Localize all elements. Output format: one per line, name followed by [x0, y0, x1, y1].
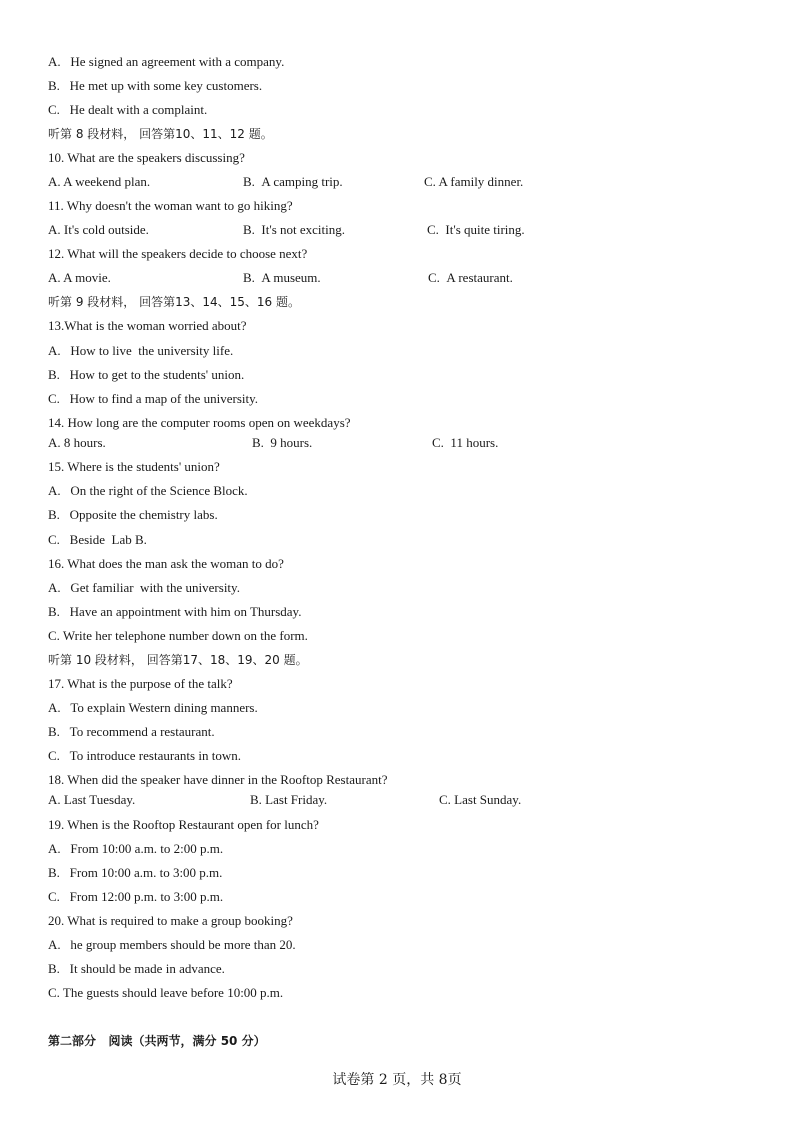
part-two-heading: 第二部分 阅读（共两节，满分 50 分） — [48, 1034, 266, 1048]
q15-option-a: A. On the right of the Science Block. — [48, 483, 248, 498]
q16-option-b: B. Have an appointment with him on Thursday. — [48, 604, 302, 619]
q19-option-b: B. From 10:00 a.m. to 3:00 p.m. — [48, 865, 223, 880]
q10-option-b: B. A camping trip. — [243, 174, 343, 189]
q20-option-a: A. he group members should be more than 20. — [48, 937, 296, 952]
q14-option-b: B. 9 hours. — [252, 435, 313, 450]
page-footer: 试卷第 2 页，共 8页 — [332, 1072, 462, 1088]
q9-option-c: C. He dealt with a complaint. — [48, 102, 208, 117]
question-18: 18. When did the speaker have dinner in the Rooftop Restaurant? — [48, 772, 388, 787]
question-15: 15. Where is the students' union? — [48, 459, 220, 474]
q18-option-c: C. Last Sunday. — [439, 792, 522, 807]
q12-option-a: A. A movie. — [48, 270, 111, 285]
q20-option-c: C. The guests should leave before 10:00 p.m. — [48, 985, 284, 1000]
section-8-instruction: 听第 8 段材料， 回答第10、11、12 题。 — [48, 127, 273, 141]
question-11: 11. Why doesn't the woman want to go hiking? — [48, 198, 293, 213]
q12-option-b: B. A museum. — [243, 270, 321, 285]
q16-option-a: A. Get familiar with the university. — [48, 580, 240, 595]
q9-option-b: B. He met up with some key customers. — [48, 78, 263, 93]
q11-option-c: C. It's quite tiring. — [427, 222, 525, 237]
q20-option-b: B. It should be made in advance. — [48, 961, 225, 976]
question-14: 14. How long are the computer rooms open on weekdays? — [48, 415, 351, 430]
q15-option-b: B. Opposite the chemistry labs. — [48, 507, 218, 522]
q14-option-a: A. 8 hours. — [48, 435, 106, 450]
q10-option-a: A. A weekend plan. — [48, 174, 151, 189]
q14-option-c: C. 11 hours. — [432, 435, 499, 450]
q11-option-a: A. It's cold outside. — [48, 222, 149, 237]
q17-option-a: A. To explain Western dining manners. — [48, 700, 258, 715]
question-13: 13.What is the woman worried about? — [48, 318, 247, 333]
question-16: 16. What does the man ask the woman to do? — [48, 556, 284, 571]
q11-option-b: B. It's not exciting. — [243, 222, 346, 237]
q13-option-a: A. How to live the university life. — [48, 343, 234, 358]
q17-option-c: C. To introduce restaurants in town. — [48, 748, 241, 763]
q15-option-c: C. Beside Lab B. — [48, 532, 147, 547]
section-9-instruction: 听第 9 段材料， 回答第13、14、15、16 题。 — [48, 295, 300, 309]
question-12: 12. What will the speakers decide to choose next? — [48, 246, 308, 261]
question-19: 19. When is the Rooftop Restaurant open for lunch? — [48, 817, 319, 832]
q17-option-b: B. To recommend a restaurant. — [48, 724, 215, 739]
q19-option-a: A. From 10:00 a.m. to 2:00 p.m. — [48, 841, 224, 856]
question-17: 17. What is the purpose of the talk? — [48, 676, 233, 691]
q9-option-a: A. He signed an agreement with a company. — [48, 54, 285, 69]
q18-option-b: B. Last Friday. — [250, 792, 328, 807]
section-10-instruction: 听第 10 段材料， 回答第17、18、19、20 题。 — [48, 653, 308, 667]
q13-option-b: B. How to get to the students' union. — [48, 367, 245, 382]
q16-option-c: C. Write her telephone number down on the form. — [48, 628, 308, 643]
question-20: 20. What is required to make a group booking? — [48, 913, 293, 928]
q10-option-c: C. A family dinner. — [424, 174, 524, 189]
q18-option-a: A. Last Tuesday. — [48, 792, 136, 807]
q19-option-c: C. From 12:00 p.m. to 3:00 p.m. — [48, 889, 224, 904]
q12-option-c: C. A restaurant. — [428, 270, 513, 285]
question-10: 10. What are the speakers discussing? — [48, 150, 245, 165]
q13-option-c: C. How to find a map of the university. — [48, 391, 259, 406]
